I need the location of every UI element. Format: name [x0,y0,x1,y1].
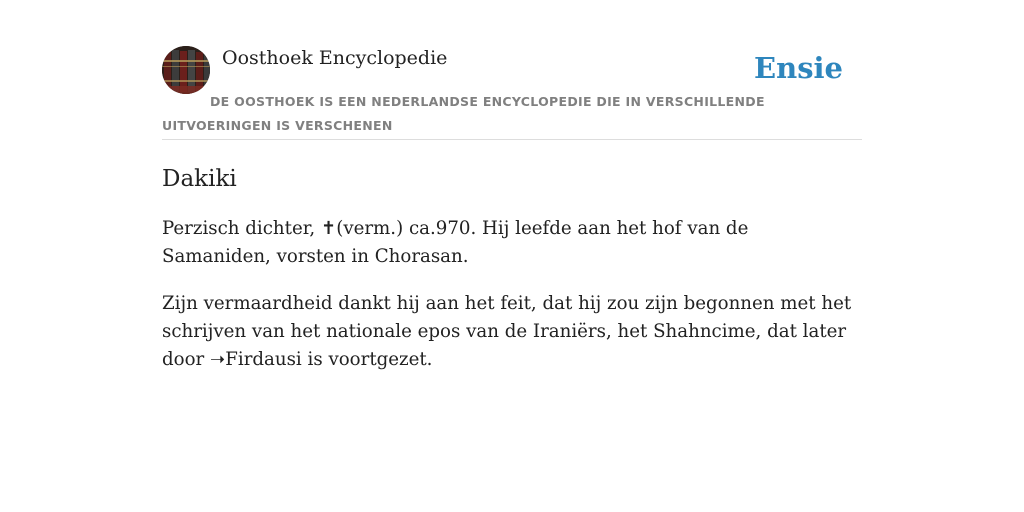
site-title[interactable]: Oosthoek Encyclopedie [222,47,448,69]
site-header [162,46,862,140]
ensie-logo-link[interactable]: Ensie [754,51,843,85]
site-tagline: DE OOSTHOEK IS EEN NEDERLANDSE ENCYCLOPEDIE DIE IN VERSCHILLENDE UITVOERINGEN IS VERSCHENEN [162,94,765,133]
encyclopedia-books-icon[interactable] [162,46,210,94]
page-container [162,46,862,374]
article-paragraph: Zijn vermaardheid dankt hij aan het feit, dat hij zou zijn begonnen met het schrijven van het nationale epos van de Iraniërs, het Shahncime, dat later door ➝Firdausi is voortgezet. [162,293,852,370]
article [162,164,862,374]
article-paragraph: Perzisch dichter, ✝(verm.) ca.970. Hij leefde aan het hof van de Samaniden, vorsten in Chorasan. [162,218,749,267]
article-title: Dakiki [162,166,237,192]
